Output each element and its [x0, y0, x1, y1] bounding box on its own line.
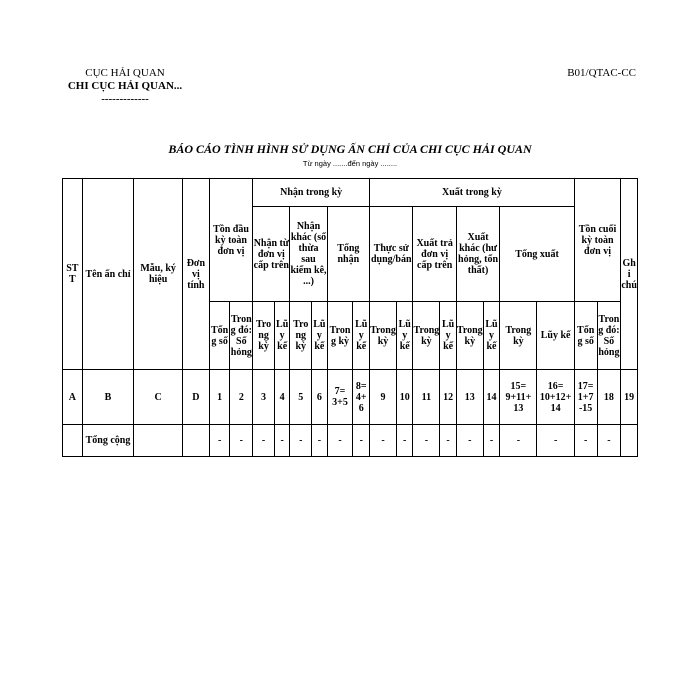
cumulative-header: Lũy kế: [483, 302, 500, 370]
cumulative-header: Lũy kế: [312, 302, 328, 370]
agency-name: CỤC HẢI QUAN: [85, 67, 165, 79]
report-period: Từ ngày .......đến ngày ........: [302, 159, 398, 168]
index-cell: C: [134, 370, 183, 425]
index-cell: 1: [209, 370, 230, 425]
issued-other-header: Xuất khác (hư hỏng, tổn thất): [456, 207, 499, 302]
received-from-superior-header: Nhận từ đơn vị cấp trên: [253, 207, 290, 302]
col-opening-header: Tồn đầu kỳ toàn đơn vị: [209, 179, 252, 302]
total-cell: [134, 425, 183, 457]
report-table: [62, 178, 638, 457]
cumulative-header: Lũy kế: [537, 302, 574, 370]
total-cell: -: [353, 425, 370, 457]
index-cell: 19: [621, 370, 638, 425]
total-cell: -: [483, 425, 500, 457]
index-cell: 8= 4+ 6: [353, 370, 370, 425]
period-header: Trong kỳ: [253, 302, 275, 370]
total-cell: [621, 425, 638, 457]
period-header: Trong kỳ: [370, 302, 397, 370]
index-cell: 3: [253, 370, 275, 425]
col-notes-header: Ghi chú: [621, 179, 638, 370]
cumulative-header: Lũy kế: [353, 302, 370, 370]
total-cell: -: [574, 425, 597, 457]
index-cell: 16= 10+12+ 14: [537, 370, 574, 425]
total-cell: -: [413, 425, 440, 457]
received-other-header: Nhận khác (số thừa sau kiểm kê, ...): [290, 207, 327, 302]
index-cell: 7= 3+5: [327, 370, 353, 425]
col-closing-header: Tồn cuối kỳ toàn đơn vị: [574, 179, 621, 302]
period-header: Trong kỳ: [290, 302, 312, 370]
returned-superior-header: Xuất trả đơn vị cấp trên: [413, 207, 456, 302]
period-header: Trong kỳ: [327, 302, 353, 370]
total-cell: [182, 425, 209, 457]
total-received-header: Tổng nhận: [327, 207, 369, 302]
index-cell: 2: [230, 370, 253, 425]
total-cell: -: [500, 425, 537, 457]
index-cell: B: [82, 370, 134, 425]
form-code: B01/QTAC-CC: [567, 67, 636, 79]
total-cell: -: [209, 425, 230, 457]
total-cell: -: [290, 425, 312, 457]
table-row-total: [63, 425, 638, 457]
total-cell: -: [274, 425, 290, 457]
cumulative-header: Lũy kế: [396, 302, 413, 370]
index-cell: 18: [597, 370, 621, 425]
index-cell: 15= 9+11+ 13: [500, 370, 537, 425]
opening-damaged-header: Trong đó: Số hỏng: [230, 302, 253, 370]
index-cell: 5: [290, 370, 312, 425]
table-row-index: [63, 370, 638, 425]
index-cell: A: [63, 370, 83, 425]
total-issued-header: Tổng xuất: [500, 207, 575, 302]
index-cell: 17= 1+7 -15: [574, 370, 597, 425]
header-underline: -------------: [101, 93, 149, 105]
opening-total-header: Tổng số: [209, 302, 230, 370]
total-cell: [63, 425, 83, 457]
col-stt-header: STT: [63, 179, 83, 370]
total-cell: -: [537, 425, 574, 457]
sub-agency-name: CHI CỤC HẢI QUAN...: [67, 80, 183, 92]
index-cell: 9: [370, 370, 397, 425]
total-cell: -: [327, 425, 353, 457]
total-cell: -: [440, 425, 457, 457]
total-cell: -: [456, 425, 483, 457]
index-cell: 14: [483, 370, 500, 425]
index-cell: 12: [440, 370, 457, 425]
period-header: Trong kỳ: [500, 302, 537, 370]
group-received-header: Nhận trong kỳ: [253, 179, 370, 207]
cumulative-header: Lũy kế: [440, 302, 457, 370]
col-name-header: Tên ấn chỉ: [82, 179, 134, 370]
total-cell: -: [230, 425, 253, 457]
index-cell: 13: [456, 370, 483, 425]
header-left: [62, 67, 188, 106]
index-cell: 6: [312, 370, 328, 425]
total-cell: -: [370, 425, 397, 457]
total-cell: -: [597, 425, 621, 457]
index-cell: 10: [396, 370, 413, 425]
index-cell: 4: [274, 370, 290, 425]
total-cell: -: [396, 425, 413, 457]
actual-use-header: Thực sử dụng/bán: [370, 207, 413, 302]
period-header: Trong kỳ: [413, 302, 440, 370]
total-cell: -: [312, 425, 328, 457]
col-symbol-header: Mẫu, ký hiệu: [134, 179, 183, 370]
col-unit-header: Đơn vị tính: [182, 179, 209, 370]
report-title: BÁO CÁO TÌNH HÌNH SỬ DỤNG ẤN CHỈ CỦA CHI CỤC HẢI QUAN: [168, 142, 532, 156]
index-cell: 11: [413, 370, 440, 425]
group-issued-header: Xuất trong kỳ: [370, 179, 575, 207]
period-header: Trong kỳ: [456, 302, 483, 370]
cumulative-header: Lũy kế: [274, 302, 290, 370]
closing-damaged-header: Trong đó: Số hỏng: [597, 302, 621, 370]
total-cell: -: [253, 425, 275, 457]
closing-total-header: Tổng số: [574, 302, 597, 370]
total-label: Tổng cộng: [82, 425, 134, 457]
index-cell: D: [182, 370, 209, 425]
